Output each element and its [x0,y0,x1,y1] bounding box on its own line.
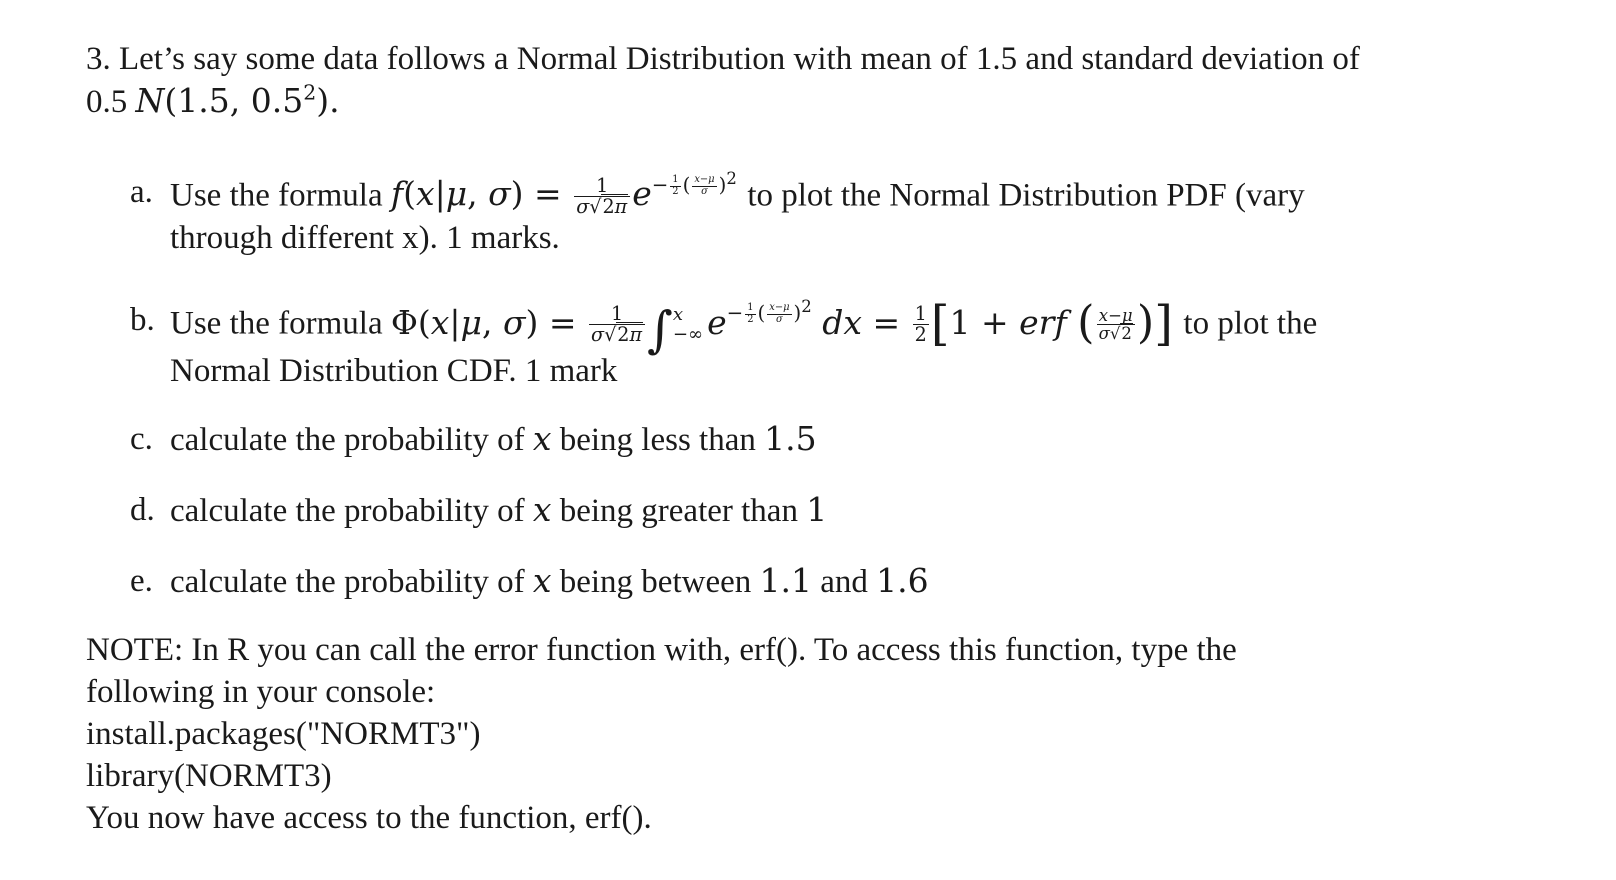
item-e-text-before: calculate the probability of [170,563,525,600]
item-a-text-after: to plot the Normal Distribution PDF (vary [747,177,1305,214]
sub-questions [130,171,1566,603]
note-code-install: install.packages("NORMT3") [86,715,481,752]
pdf-formula: f(x|μ, σ) = $\frac{1}{\sigma√2\pi}$ e− $\frac{1}{2}$ ( $\frac{x-\mu}{\sigma}$ )$^2$ [390,169,737,218]
sub-question-d [130,489,1566,532]
normal-args: (1.5, 0.5 [164,81,304,120]
item-c-value: 1.5 [764,418,817,458]
sub-question-e [130,560,1566,603]
item-e-value1: 1.1 [759,560,812,600]
item-e-var: x [532,560,552,600]
normal-notation [136,81,340,120]
note-line2: following in your console: [86,673,436,710]
question-intro-line1: 3. Let’s say some data follows a Normal Distribution with mean of 1.5 and standard deviation of [86,41,1360,77]
item-b-text-before: Use the formula [170,305,383,342]
item-e-value2: 1.6 [876,560,929,600]
item-label-e: e. [130,562,153,599]
sub-question-a [130,171,1566,259]
question-3 [86,38,1566,839]
note-block [86,629,1566,839]
item-c-var: x [532,418,552,458]
question-intro-line2 [86,80,1566,123]
note-line1: NOTE: In R you can call the error function with, erf(). To access this function, type the [86,631,1237,668]
note-line5: You now have access to the function, erf(). [86,799,652,836]
item-label-a: a. [130,174,153,210]
normal-symbol: N [135,81,165,120]
cdf-formula: Φ(x|μ, σ) = $\frac{1}{\sigma√2\pi}$ ∫ x −∞ e− $\frac{1}{2}$ ( $\frac{x-\mu}{\sigma}$ )$^2$ dx = $\frac{1}{2}$ [1 + erf ( $\frac{x-\mu}{\sigma√2}$ )] [390,296,1173,358]
sub-question-b [130,296,1566,392]
item-d-text-after: being greater than [559,492,798,529]
item-a-text-before: Use the formula [170,177,383,214]
item-d-text-before: calculate the probability of [170,492,525,529]
sub-question-c [130,418,1566,461]
item-d-var: x [532,489,552,529]
item-a-line2: through different x). 1 marks. [170,220,560,257]
item-b-line2: Normal Distribution CDF. 1 mark [170,352,618,389]
item-e-text-after: being between [559,563,752,600]
item-c-text-after: being less than [559,421,756,458]
item-e-and: and [820,563,868,600]
item-c-text-before: calculate the probability of [170,421,525,458]
item-b-text-after: to plot the [1183,305,1318,342]
item-d-value: 1 [806,489,828,529]
item-label-d: d. [130,491,155,528]
item-label-c: c. [130,420,153,457]
normal-square: 2 [303,80,317,105]
normal-close: ). [316,81,340,120]
item-label-b: b. [130,302,155,339]
note-code-library: library(NORMT3) [86,757,332,794]
std-dev-value: 0.5 [86,84,128,120]
